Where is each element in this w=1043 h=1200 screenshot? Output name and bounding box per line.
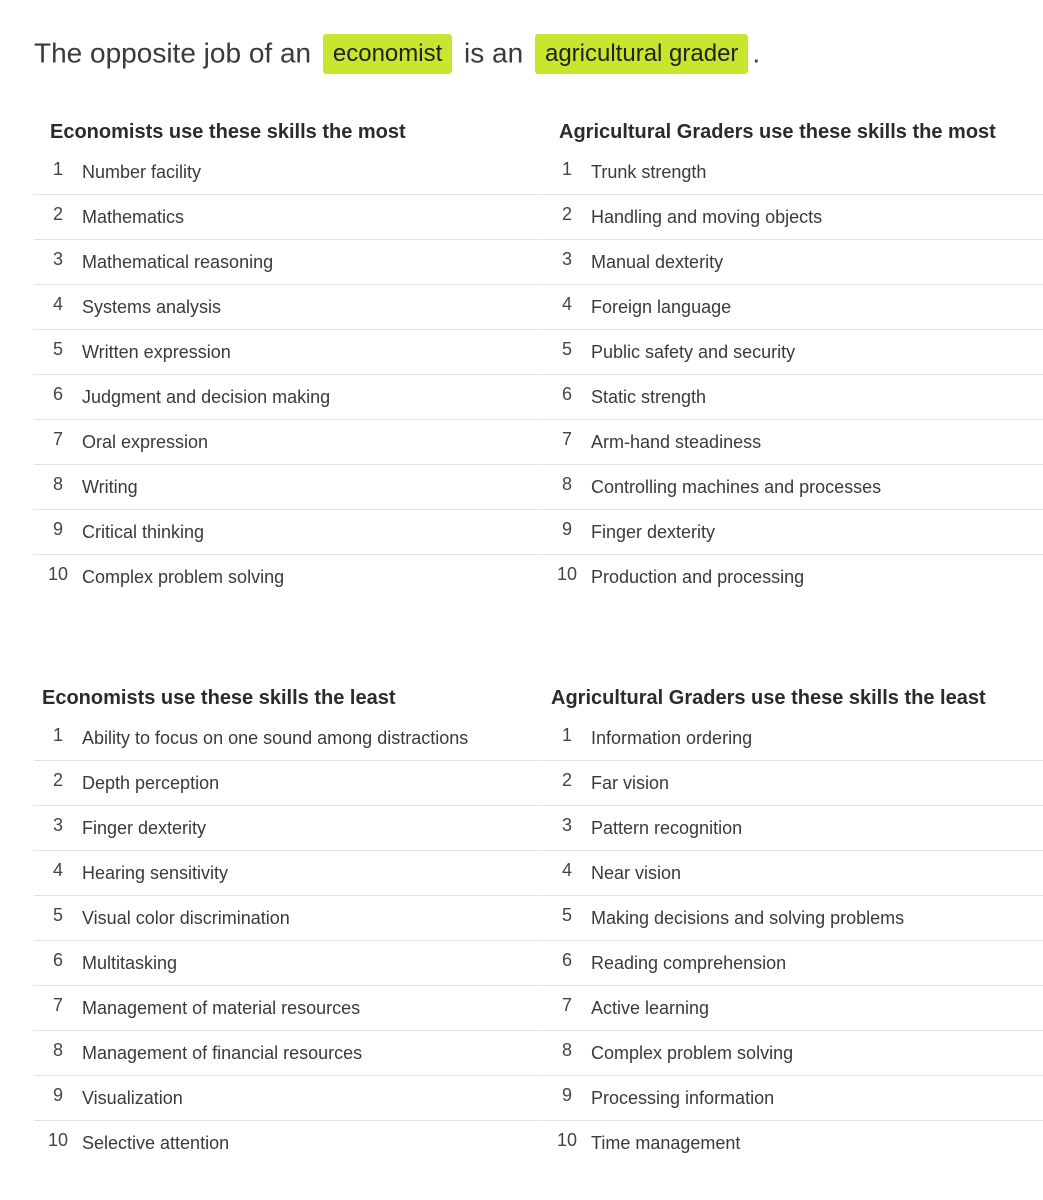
rank-number: 3 — [561, 248, 572, 269]
skill-name: Ability to focus on one sound among distractions — [82, 727, 469, 748]
skill-list — [543, 716, 1043, 1166]
skill-name: Pattern recognition — [591, 817, 743, 838]
skill-name: Multitasking — [82, 952, 178, 973]
skill-name: Reading comprehension — [591, 952, 787, 973]
skill-name: Static strength — [591, 386, 707, 407]
rank-number: 7 — [52, 428, 63, 449]
rank-number: 4 — [52, 293, 63, 314]
rank-number: 5 — [52, 338, 63, 359]
skill-name: Management of financial resources — [82, 1042, 363, 1063]
rank-number: 1 — [561, 158, 572, 179]
skill-name: Near vision — [591, 862, 682, 883]
list-item — [543, 1031, 1043, 1076]
list-item — [543, 941, 1043, 986]
list-item — [543, 851, 1043, 896]
skill-name: Complex problem solving — [82, 567, 285, 587]
rank-number: 9 — [52, 1084, 63, 1105]
rank-number: 4 — [561, 859, 572, 880]
rank-number: 5 — [561, 904, 572, 925]
skill-name: Oral expression — [82, 431, 209, 452]
rank-number: 8 — [52, 473, 63, 494]
list-item — [543, 195, 1043, 240]
rank-number: 10 — [556, 1130, 578, 1150]
headline-middle: is an — [464, 37, 524, 69]
list-item — [34, 896, 542, 941]
skill-name: Critical thinking — [82, 521, 205, 542]
rank-number: 3 — [561, 814, 572, 835]
rank-number: 5 — [52, 904, 63, 925]
rank-number: 7 — [52, 994, 63, 1015]
rank-number: 2 — [561, 769, 572, 790]
list-item — [34, 510, 542, 555]
rank-number: 10 — [47, 1130, 69, 1150]
skill-name: Handling and moving objects — [591, 206, 823, 227]
skill-name: Hearing sensitivity — [82, 862, 229, 883]
panel-agricultural-graders-least — [543, 682, 1043, 1166]
skill-name: Mathematics — [82, 206, 185, 227]
rank-number: 1 — [52, 158, 63, 179]
skill-name: Complex problem solving — [591, 1042, 794, 1063]
skill-name: Public safety and security — [591, 341, 796, 362]
skill-name: Processing information — [591, 1087, 775, 1108]
list-item — [34, 330, 542, 375]
list-item — [543, 555, 1043, 600]
panel-economists-least — [34, 682, 542, 1166]
rank-number: 8 — [561, 473, 572, 494]
rank-number: 10 — [47, 564, 69, 584]
list-item — [543, 375, 1043, 420]
skill-name: Selective attention — [82, 1133, 230, 1153]
rank-number: 9 — [561, 1084, 572, 1105]
panel-title: Agricultural Graders use these skills the most — [559, 121, 996, 143]
skill-name: Depth perception — [82, 772, 220, 793]
list-item — [34, 806, 542, 851]
skill-name: Judgment and decision making — [82, 386, 331, 407]
rank-number: 8 — [52, 1039, 63, 1060]
skill-name: Time management — [591, 1133, 741, 1153]
list-item — [34, 941, 542, 986]
list-item — [34, 851, 542, 896]
highlight-job-agricultural-grader: agricultural grader — [535, 34, 748, 74]
list-item — [34, 420, 542, 465]
list-item — [543, 986, 1043, 1031]
skill-name: Controlling machines and processes — [591, 476, 882, 497]
list-item — [543, 510, 1043, 555]
list-item — [543, 465, 1043, 510]
skill-list — [34, 716, 542, 1166]
rank-number: 6 — [52, 383, 63, 404]
headline-prefix: The opposite job of an — [34, 37, 312, 69]
skill-name: Arm-hand steadiness — [591, 431, 762, 452]
list-item — [543, 716, 1043, 761]
list-item — [34, 195, 542, 240]
rank-number: 4 — [561, 293, 572, 314]
skill-name: Visualization — [82, 1087, 183, 1108]
rank-number: 1 — [561, 724, 572, 745]
skill-list — [34, 150, 542, 600]
rank-number: 9 — [52, 518, 63, 539]
skill-name: Number facility — [82, 161, 202, 182]
skill-name: Visual color discrimination — [82, 907, 290, 928]
list-item — [543, 896, 1043, 941]
highlight-job-economist: economist — [323, 34, 452, 74]
panel-title: Economists use these skills the least — [42, 687, 396, 709]
panel-economists-most — [34, 116, 542, 600]
skill-name: Information ordering — [591, 727, 753, 748]
list-item — [543, 330, 1043, 375]
list-item — [34, 1121, 542, 1166]
rank-number: 5 — [561, 338, 572, 359]
skill-list — [543, 150, 1043, 600]
list-item — [34, 761, 542, 806]
rank-number: 10 — [556, 564, 578, 584]
rank-number: 7 — [561, 994, 572, 1015]
rank-number: 1 — [52, 724, 63, 745]
rank-number: 2 — [52, 203, 63, 224]
list-item — [543, 806, 1043, 851]
list-item — [34, 150, 542, 195]
panel-title: Economists use these skills the most — [50, 121, 406, 143]
skill-name: Foreign language — [591, 296, 732, 317]
rank-number: 3 — [52, 814, 63, 835]
list-item — [543, 240, 1043, 285]
rank-number: 6 — [561, 383, 572, 404]
list-item — [543, 150, 1043, 195]
headline — [34, 30, 760, 74]
list-item — [34, 1031, 542, 1076]
skill-name: Manual dexterity — [591, 251, 724, 272]
rank-number: 6 — [52, 949, 63, 970]
rank-number: 9 — [561, 518, 572, 539]
list-item — [543, 1121, 1043, 1166]
skill-name: Systems analysis — [82, 296, 222, 317]
list-item — [34, 555, 542, 600]
skill-name: Written expression — [82, 341, 231, 362]
skill-name: Management of material resources — [82, 997, 361, 1018]
skill-name: Mathematical reasoning — [82, 251, 274, 272]
headline-suffix: . — [752, 37, 761, 69]
list-item — [34, 375, 542, 420]
list-item — [34, 240, 542, 285]
list-item — [543, 1076, 1043, 1121]
list-item — [34, 465, 542, 510]
list-item — [543, 420, 1043, 465]
rank-number: 4 — [52, 859, 63, 880]
list-item — [543, 761, 1043, 806]
rank-number: 2 — [561, 203, 572, 224]
panel-agricultural-graders-most — [543, 116, 1043, 600]
list-item — [34, 986, 542, 1031]
list-item — [543, 285, 1043, 330]
list-item — [34, 285, 542, 330]
skill-name: Production and processing — [591, 567, 805, 587]
rank-number: 7 — [561, 428, 572, 449]
rank-number: 8 — [561, 1039, 572, 1060]
list-item — [34, 1076, 542, 1121]
panel-title: Agricultural Graders use these skills the least — [551, 687, 986, 709]
skill-name: Writing — [82, 476, 138, 497]
skill-name: Making decisions and solving problems — [591, 907, 905, 928]
rank-number: 3 — [52, 248, 63, 269]
skill-name: Active learning — [591, 997, 710, 1018]
skill-name: Far vision — [591, 772, 670, 793]
skill-name: Finger dexterity — [591, 521, 716, 542]
skill-name: Finger dexterity — [82, 817, 207, 838]
list-item — [34, 716, 542, 761]
rank-number: 6 — [561, 949, 572, 970]
rank-number: 2 — [52, 769, 63, 790]
skill-name: Trunk strength — [591, 161, 707, 182]
